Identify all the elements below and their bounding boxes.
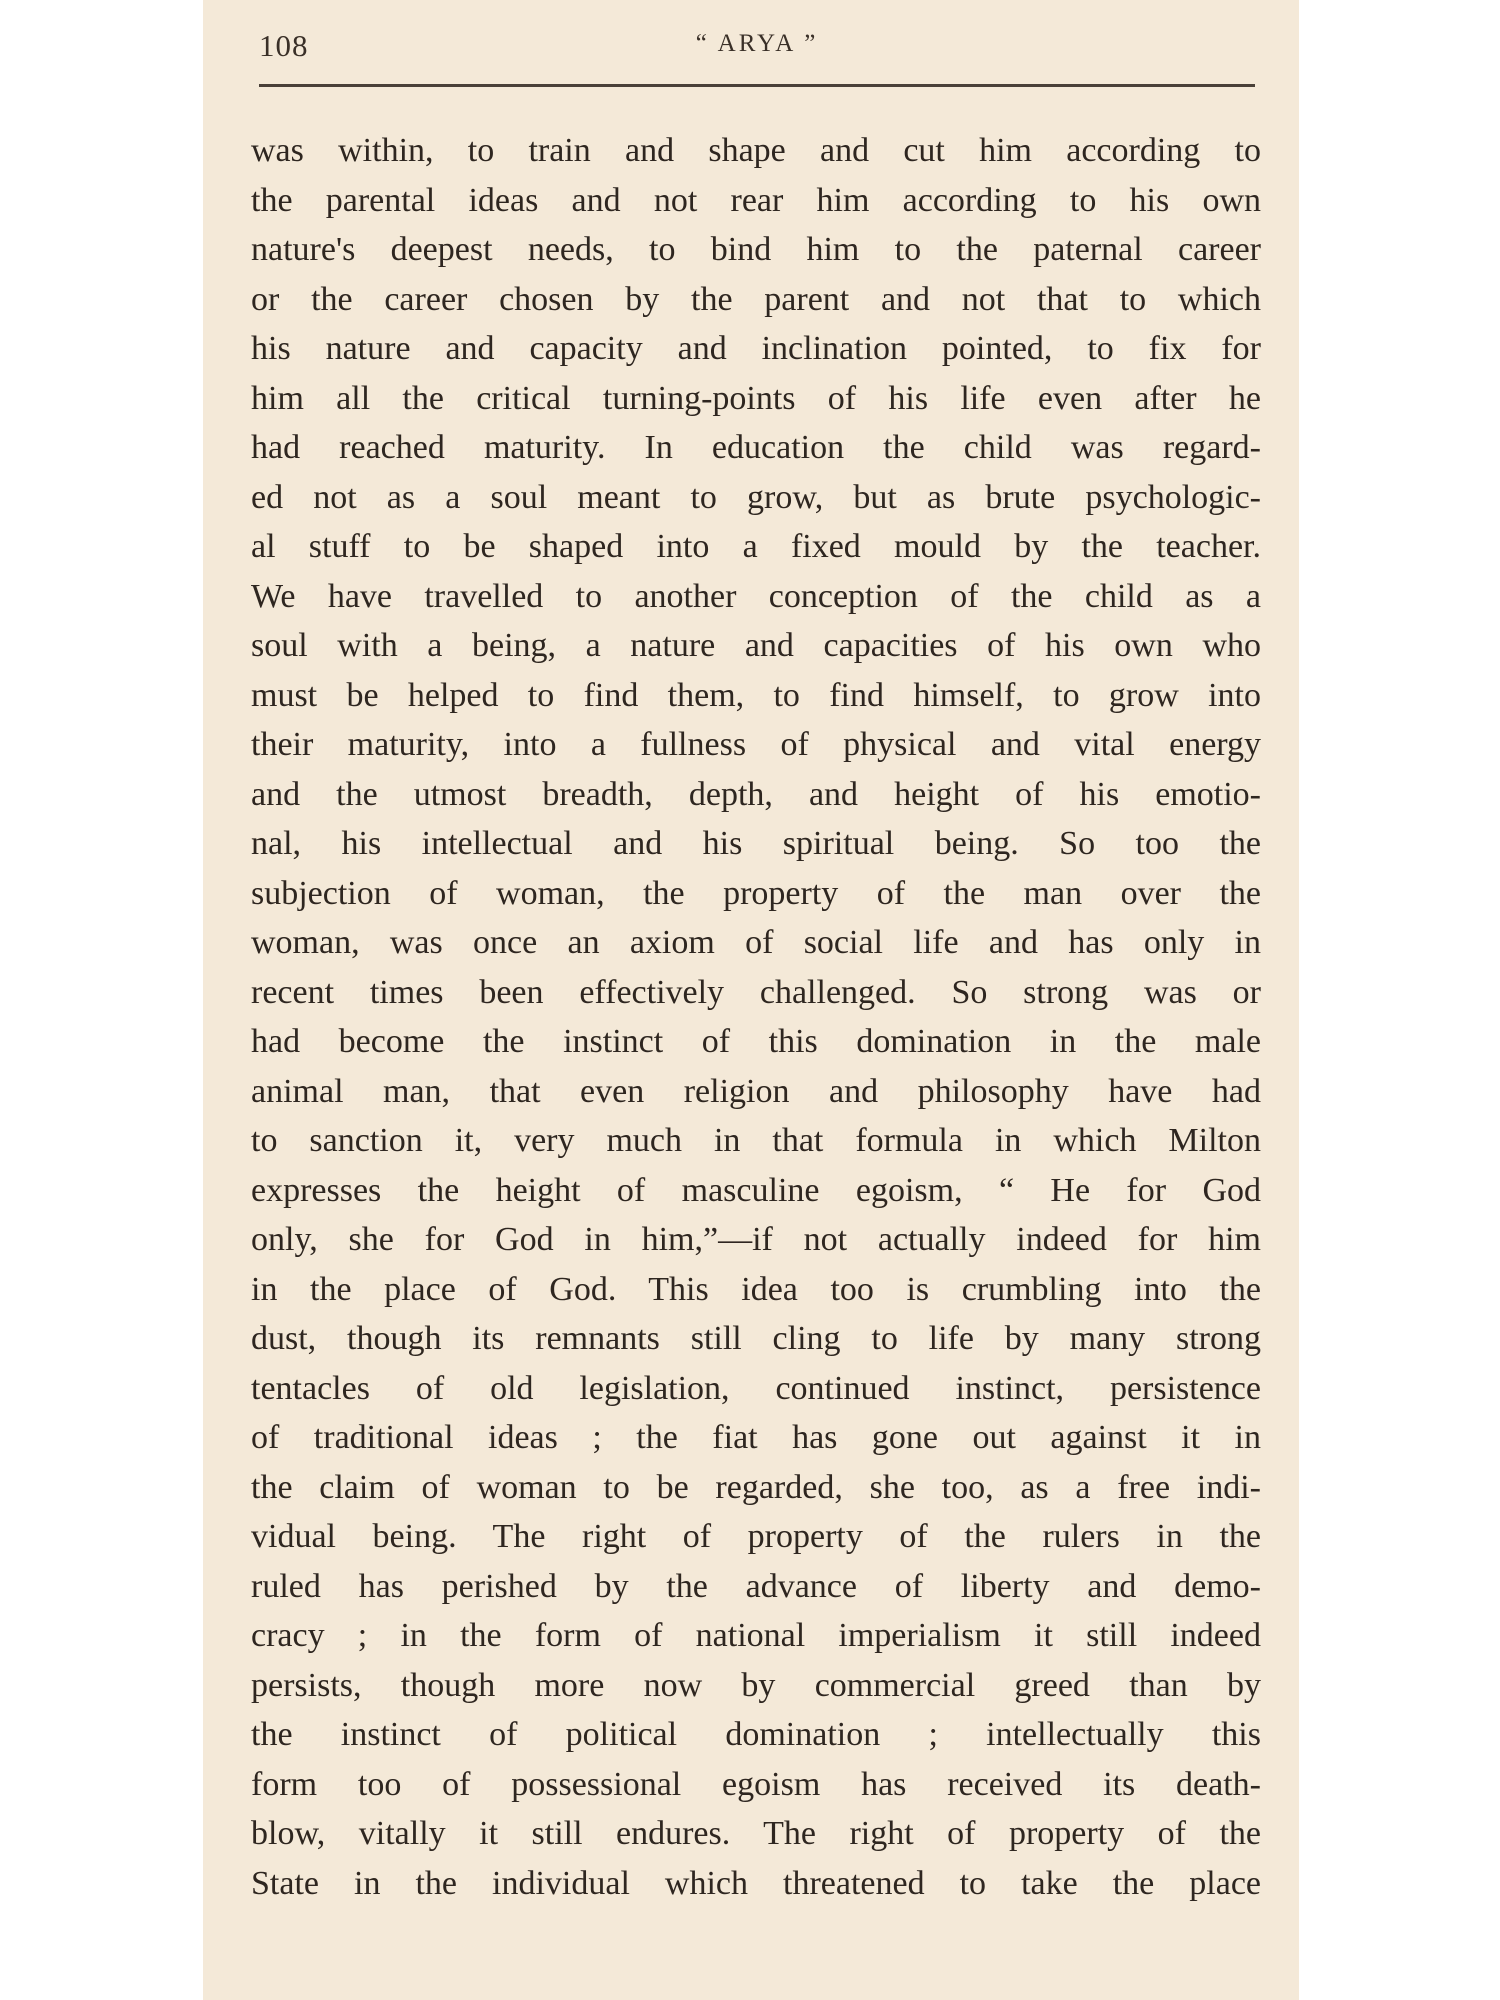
text-line: subjection of woman, the property of the man over the	[251, 874, 1261, 912]
text-line: of traditional ideas ; the fiat has gone out against it in	[251, 1419, 1261, 1456]
text-line: nal, his intellectual and his spiritual being. So too the	[251, 825, 1261, 862]
text-line: the instinct of political domination ; intellectually this	[251, 1716, 1261, 1753]
text-line: had reached maturity. In education the child was regard-	[251, 429, 1261, 466]
text-line: ed not as a soul meant to grow, but as brute psychologic-	[251, 478, 1261, 516]
text-line: the claim of woman to be regarded, she too, as a free indi-	[251, 1468, 1261, 1506]
text-line: in the place of God. This idea too is crumbling into the	[251, 1270, 1261, 1308]
page-header	[259, 28, 1255, 72]
text-line: State in the individual which threatened to take the place	[251, 1864, 1261, 1902]
text-line: recent times been effectively challenged. So strong was or	[251, 973, 1261, 1011]
text-line: woman, was once an axiom of social life and has only in	[251, 924, 1261, 961]
text-line: nature's deepest needs, to bind him to the paternal career	[251, 231, 1261, 268]
text-line: and the utmost breadth, depth, and height of his emotio-	[251, 775, 1261, 813]
text-line: must be helped to find them, to find himself, to grow into	[251, 676, 1261, 714]
text-line: tentacles of old legislation, continued instinct, persistence	[251, 1369, 1261, 1407]
text-line: animal man, that even religion and philosophy have had	[251, 1072, 1261, 1110]
text-line: or the career chosen by the parent and not that to which	[251, 280, 1261, 318]
text-line: dust, though its remnants still cling to life by many strong	[251, 1320, 1261, 1357]
text-line: was within, to train and shape and cut him according to	[251, 132, 1261, 169]
text-line: his nature and capacity and inclination pointed, to fix for	[251, 330, 1261, 367]
text-line: soul with a being, a nature and capacities of his own who	[251, 627, 1261, 664]
text-line: cracy ; in the form of national imperialism it still indeed	[251, 1617, 1261, 1654]
text-line: vidual being. The right of property of the rulers in the	[251, 1518, 1261, 1555]
page-number: 108	[259, 28, 309, 63]
text-line: persists, though more now by commercial greed than by	[251, 1666, 1261, 1704]
running-title: “ ARYA ”	[695, 30, 819, 57]
text-line: We have travelled to another conception of the child as a	[251, 577, 1261, 615]
text-line: him all the critical turning-points of his life even after he	[251, 379, 1261, 417]
text-line: to sanction it, very much in that formula in which Milton	[251, 1122, 1261, 1159]
text-line: blow, vitally it still endures. The right of property of the	[251, 1815, 1261, 1852]
book-page	[203, 0, 1299, 2000]
body-text	[251, 126, 1261, 1908]
text-line: form too of possessional egoism has received its death-	[251, 1765, 1261, 1803]
text-line: expresses the height of masculine egoism, “ He for God	[251, 1171, 1261, 1209]
text-line: their maturity, into a fullness of physical and vital energy	[251, 726, 1261, 763]
text-line: only, she for God in him,”—if not actually indeed for him	[251, 1221, 1261, 1258]
text-line: had become the instinct of this domination in the male	[251, 1023, 1261, 1060]
text-line: ruled has perished by the advance of liberty and demo-	[251, 1567, 1261, 1605]
text-line: al stuff to be shaped into a fixed mould by the teacher.	[251, 528, 1261, 565]
header-rule	[259, 84, 1255, 87]
text-line: the parental ideas and not rear him according to his own	[251, 181, 1261, 219]
